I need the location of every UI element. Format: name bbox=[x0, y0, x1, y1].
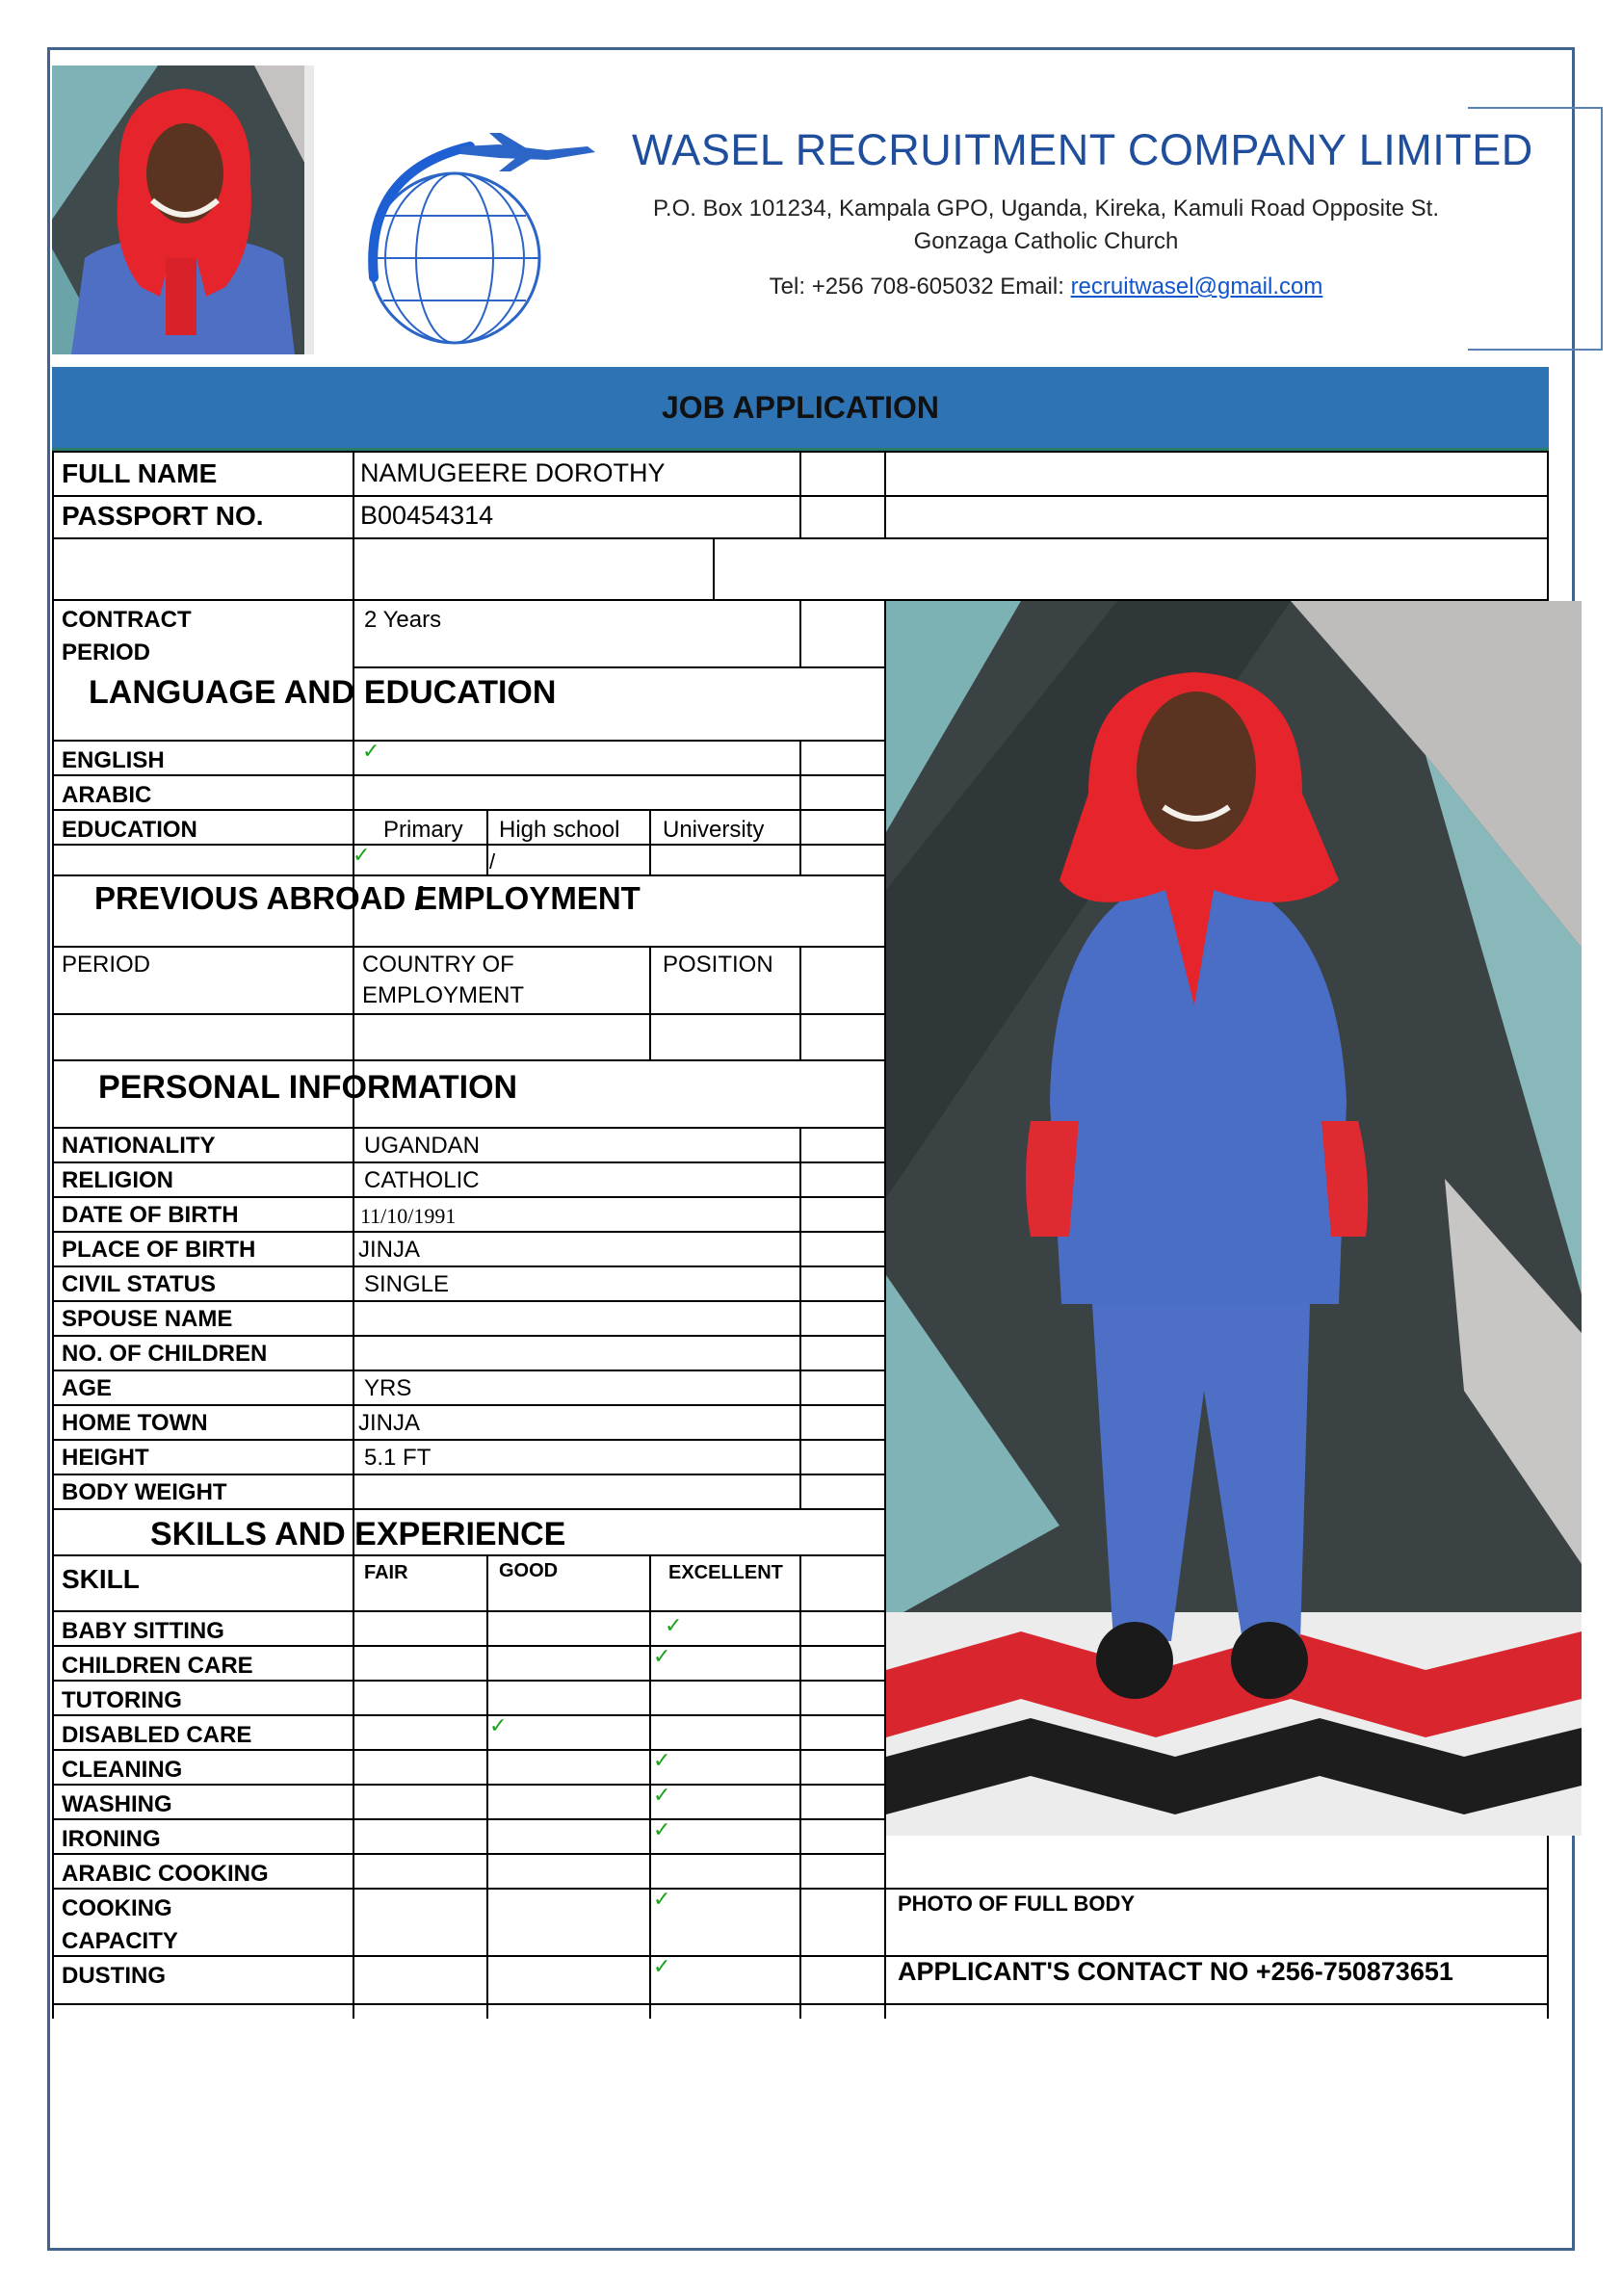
skill-column-label: SKILL bbox=[62, 1564, 140, 1594]
civil-status-value: SINGLE bbox=[364, 1271, 450, 1297]
company-logo bbox=[354, 133, 605, 354]
height-label: HEIGHT bbox=[62, 1445, 149, 1471]
previous-employment-heading: PREVIOUS ABROAD / bbox=[94, 880, 424, 916]
primary-check-icon: ✓ bbox=[353, 844, 371, 868]
grid-line bbox=[52, 874, 886, 876]
grid-line bbox=[713, 539, 715, 601]
high-school-mark: / bbox=[489, 849, 496, 874]
grid-line bbox=[52, 1265, 886, 1267]
passport-value: B00454314 bbox=[360, 501, 494, 530]
form-title: JOB APPLICATION bbox=[52, 367, 1549, 451]
english-label: ENGLISH bbox=[62, 747, 165, 773]
contract-label-2: PERIOD bbox=[62, 639, 151, 665]
spouse-name-label: SPOUSE NAME bbox=[62, 1306, 233, 1332]
grid-line bbox=[52, 1610, 886, 1612]
age-value: YRS bbox=[364, 1375, 412, 1401]
excellent-check-icon: ✓ bbox=[653, 1645, 671, 1669]
education-high-school: High school bbox=[499, 817, 620, 843]
country-label: COUNTRY OF bbox=[362, 952, 514, 978]
skill-row-label: ARABIC COOKING bbox=[62, 1861, 269, 1887]
grid-line bbox=[52, 1196, 886, 1198]
skill-row-label: DUSTING bbox=[62, 1963, 166, 1989]
height-value: 5.1 FT bbox=[364, 1445, 432, 1471]
fair-column-label: FAIR bbox=[364, 1562, 408, 1583]
grid-line bbox=[52, 1508, 886, 1510]
age-label: AGE bbox=[62, 1375, 113, 1401]
grid-line bbox=[799, 946, 801, 1061]
grid-line bbox=[52, 1370, 886, 1371]
grid-line bbox=[52, 1680, 886, 1682]
applicant-portrait-photo bbox=[52, 65, 314, 354]
grid-line bbox=[52, 1127, 886, 1129]
grid-line bbox=[486, 1554, 488, 2019]
skill-row-label: TUTORING bbox=[62, 1687, 182, 1713]
grid-line bbox=[52, 495, 1549, 497]
grid-line bbox=[52, 844, 886, 846]
grid-line bbox=[52, 1749, 886, 1751]
contract-value: 2 Years bbox=[364, 607, 442, 633]
civil-status-label: CIVIL STATUS bbox=[62, 1271, 217, 1297]
place-of-birth-value: JINJA bbox=[358, 1237, 421, 1263]
skill-row-label: WASHING bbox=[62, 1791, 172, 1817]
country-label-2: EMPLOYMENT bbox=[362, 982, 525, 1008]
religion-value: CATHOLIC bbox=[364, 1167, 480, 1193]
full-body-photo bbox=[886, 601, 1582, 1836]
grid-line bbox=[799, 601, 801, 668]
tel-label: Tel: +256 708-605032 Email: bbox=[769, 274, 1071, 300]
grid-line bbox=[52, 1059, 886, 1061]
grid-line bbox=[52, 740, 886, 742]
skill-row-label: BABY SITTING bbox=[62, 1618, 224, 1644]
skills-heading: SKILLS AND EXPERIENCE bbox=[150, 1516, 566, 1552]
personal-information-heading: PERSONAL INFORMATION bbox=[98, 1069, 518, 1106]
skill-row-label: CHILDREN CARE bbox=[62, 1653, 253, 1679]
grid-line bbox=[799, 1554, 801, 2019]
nationality-value: UGANDAN bbox=[364, 1133, 481, 1159]
company-contact bbox=[632, 274, 1460, 300]
grid-line bbox=[52, 1335, 886, 1337]
grid-line bbox=[649, 946, 651, 1061]
contract-label: CONTRACT bbox=[62, 607, 192, 633]
good-column-label: GOOD bbox=[499, 1560, 559, 1581]
grid-line bbox=[52, 1784, 886, 1786]
grid-line bbox=[52, 809, 886, 811]
grid-line bbox=[52, 1404, 886, 1406]
skill-row-label: DISABLED CARE bbox=[62, 1722, 252, 1748]
passport-label: PASSPORT NO. bbox=[62, 501, 264, 531]
arabic-label: ARABIC bbox=[62, 782, 152, 808]
photo-caption: PHOTO OF FULL BODY bbox=[898, 1892, 1136, 1916]
home-town-value: JINJA bbox=[358, 1410, 421, 1436]
body-weight-label: BODY WEIGHT bbox=[62, 1479, 227, 1505]
company-name: WASEL RECRUITMENT COMPANY LIMITED bbox=[632, 125, 1533, 174]
grid-line bbox=[353, 666, 886, 668]
religion-label: RELIGION bbox=[62, 1167, 174, 1193]
excellent-check-icon: ✓ bbox=[653, 1888, 671, 1912]
excellent-check-icon: ✓ bbox=[653, 1784, 671, 1808]
email-link[interactable]: recruitwasel@gmail.com bbox=[1070, 274, 1323, 300]
grid-line bbox=[52, 1300, 886, 1302]
language-education-heading: LANGUAGE AND EDUCATION bbox=[89, 674, 557, 711]
grid-line bbox=[799, 740, 801, 876]
period-label: PERIOD bbox=[62, 952, 151, 978]
education-university: University bbox=[663, 817, 765, 843]
grid-line bbox=[52, 1231, 886, 1233]
home-town-label: HOME TOWN bbox=[62, 1410, 208, 1436]
grid-line bbox=[1547, 1836, 1549, 2005]
grid-line bbox=[486, 809, 488, 876]
skill-row-label: CLEANING bbox=[62, 1757, 183, 1783]
grid-line bbox=[52, 1439, 886, 1441]
full-name-label: FULL NAME bbox=[62, 458, 218, 488]
applicant-contact: APPLICANT'S CONTACT NO +256-750873651 bbox=[898, 1957, 1453, 1986]
grid-line bbox=[52, 1853, 886, 1855]
skill-row-label-2: CAPACITY bbox=[62, 1928, 178, 1954]
skill-row-label: COOKING bbox=[62, 1895, 172, 1921]
grid-line bbox=[52, 1161, 886, 1163]
education-label: EDUCATION bbox=[62, 817, 197, 843]
grid-line bbox=[52, 537, 1549, 539]
grid-line bbox=[52, 774, 886, 776]
excellent-check-icon: ✓ bbox=[653, 1955, 671, 1979]
full-name-value: NAMUGEERE DOROTHY bbox=[360, 458, 666, 487]
skill-row-label: IRONING bbox=[62, 1826, 161, 1852]
date-of-birth-label: DATE OF BIRTH bbox=[62, 1202, 239, 1228]
english-check-icon: ✓ bbox=[362, 740, 380, 764]
good-check-icon: ✓ bbox=[489, 1714, 508, 1738]
grid-line bbox=[52, 1474, 886, 1475]
grid-line bbox=[649, 809, 651, 876]
grid-line bbox=[52, 1645, 886, 1647]
grid-line bbox=[52, 1818, 886, 1820]
grid-line bbox=[799, 1127, 801, 1508]
excellent-check-icon: ✓ bbox=[653, 1818, 671, 1842]
excellent-column-label: EXCELLENT bbox=[668, 1562, 783, 1583]
place-of-birth-label: PLACE OF BIRTH bbox=[62, 1237, 256, 1263]
nationality-label: NATIONALITY bbox=[62, 1133, 216, 1159]
grid-line bbox=[52, 1013, 886, 1015]
date-of-birth-value: 11/10/1991 bbox=[360, 1204, 457, 1228]
grid-line bbox=[649, 1554, 651, 2019]
children-label: NO. OF CHILDREN bbox=[62, 1341, 268, 1367]
grid-line bbox=[52, 2003, 1549, 2005]
company-address: P.O. Box 101234, Kampala GPO, Uganda, Kireka, Kamuli Road Opposite St. Gonzaga Catholic Church bbox=[652, 196, 1439, 254]
grid-line bbox=[52, 451, 1549, 453]
grid-line bbox=[52, 1554, 886, 1556]
position-label: POSITION bbox=[663, 952, 773, 978]
education-primary: Primary bbox=[383, 817, 463, 843]
grid-line bbox=[52, 1888, 1549, 1890]
excellent-check-icon: ✓ bbox=[665, 1614, 683, 1638]
grid-line bbox=[52, 946, 886, 948]
previous-employment-heading-2: EMPLOYMENT bbox=[416, 880, 641, 916]
grid-line bbox=[52, 1714, 886, 1716]
excellent-check-icon: ✓ bbox=[653, 1749, 671, 1773]
